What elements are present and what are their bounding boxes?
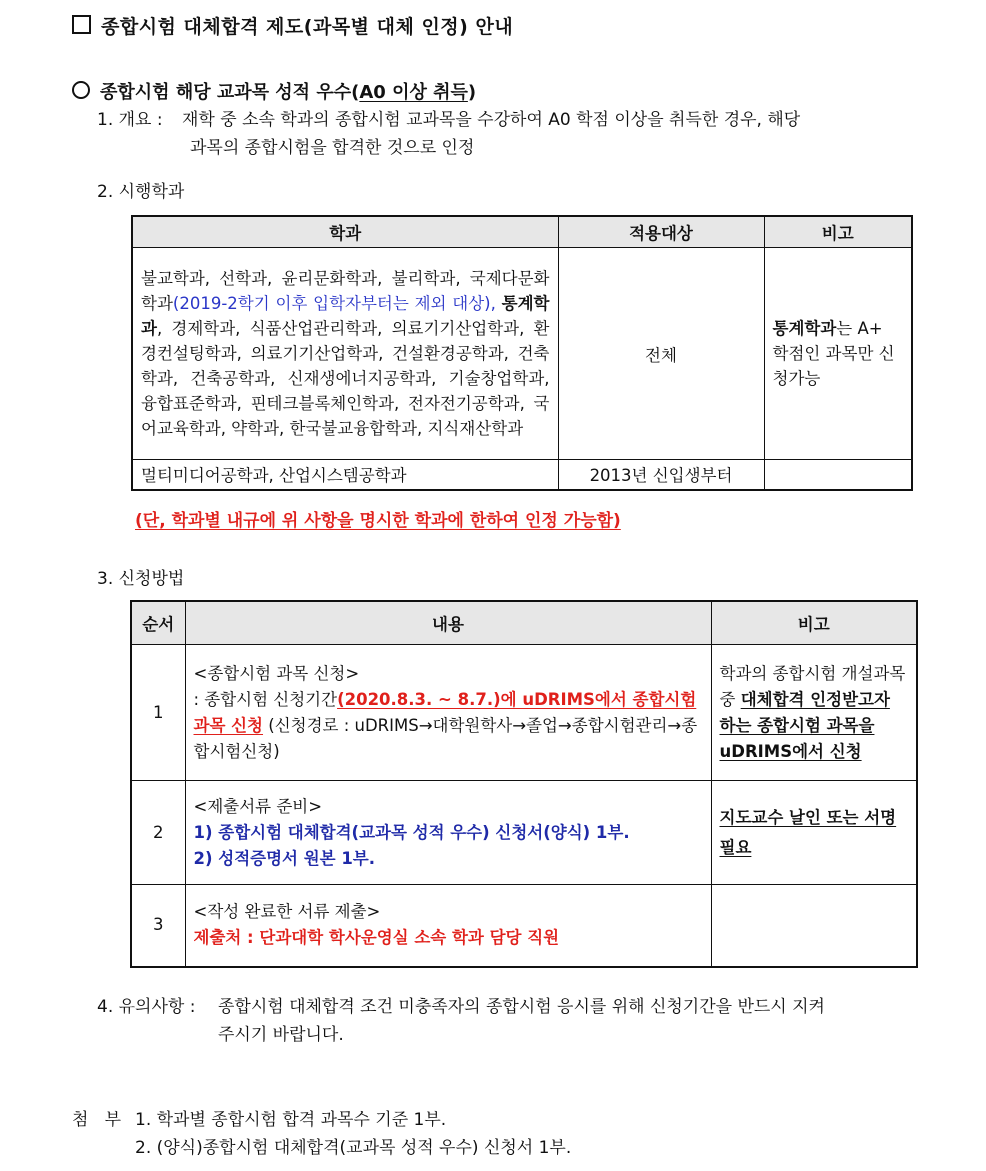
page-title: 종합시험 대체합격 제도(과목별 대체 인정) 안내	[72, 12, 513, 39]
col-header-target: 적용대상	[558, 216, 764, 248]
note-cell	[764, 460, 912, 490]
col-header-note: 비고	[711, 601, 917, 645]
departments-label: 2. 시행학과	[97, 182, 185, 202]
overview-label: 1. 개요 :	[97, 110, 163, 130]
method-label: 3. 신청방법	[97, 569, 185, 589]
target-cell: 2013년 신입생부터	[558, 460, 764, 490]
step-number: 1	[131, 645, 185, 781]
caution-line1: 종합시험 대체합격 조건 미충족자의 종합시험 응시를 위해 신청기간을 반드시 지켜	[218, 997, 825, 1017]
dept-list-cell: 불교학과, 선학과, 윤리문화학과, 불리학과, 국제다문화학과(2019-2학기 이후 입학자부터는 제외 대상), 통계학과, 경제학과, 식품산업관리학과, 의료기기산업학과, 환경컨설팅학과, 의료기기산업학과, 건설환경공학과, 건축학과, 건축공학과, 신재생에너지공학과, 기술창업학과, 융합표준학과, 핀테크블록체인학과, 전자전기공학과, 국어교육학과, 약학과, 한국불교융합학과, 지식재산학과	[132, 248, 558, 460]
step-note: 학과의 종합시험 개설과목 중 대체합격 인정받고자 하는 종합시험 과목을 uDRIMS에서 신청	[711, 645, 917, 781]
step-content: <제출서류 준비> 1) 종합시험 대체합격(교과목 성적 우수) 신청서(양식) 1부. 2) 성적증명서 원본 1부.	[185, 781, 711, 885]
overview-line1: 재학 중 소속 학과의 종합시험 교과목을 수강하여 A0 학점 이상을 취득한 경우, 해당	[182, 110, 801, 130]
col-header-content: 내용	[185, 601, 711, 645]
circle-bullet-icon	[72, 81, 90, 99]
caution-label: 4. 유의사항 :	[97, 997, 196, 1017]
col-header-dept: 학과	[132, 216, 558, 248]
departments-note: (단, 학과별 내규에 위 사항을 명시한 학과에 한하여 인정 가능함)	[135, 511, 621, 531]
step-content: <종합시험 과목 신청> : 종합시험 신청기간(2020.8.3. ~ 8.7.)에 uDRIMS에서 종합시험 과목 신청 (신청경로 : uDRIMS→대학원학사→졸업→종합시험관리→종합시험신청)	[185, 645, 711, 781]
step-note	[711, 885, 917, 967]
step-number: 3	[131, 885, 185, 967]
step-content: <작성 완료한 서류 제출> 제출처 : 단과대학 학사운영실 소속 학과 담당 직원	[185, 885, 711, 967]
overview-line2: 과목의 종합시험을 합격한 것으로 인정	[190, 138, 475, 158]
attachment-item: 1. 학과별 종합시험 합격 과목수 기준 1부.	[135, 1110, 447, 1130]
attachments-label: 첨 부	[72, 1110, 122, 1130]
departments-table	[131, 215, 913, 491]
method-table	[130, 600, 918, 968]
target-cell: 전체	[558, 248, 764, 460]
checkbox-square-icon	[72, 15, 91, 34]
col-header-order: 순서	[131, 601, 185, 645]
step-number: 2	[131, 781, 185, 885]
caution-line2: 주시기 바랍니다.	[218, 1025, 344, 1045]
step-note: 지도교수 날인 또는 서명 필요	[711, 781, 917, 885]
section-heading: 종합시험 해당 교과목 성적 우수(A0 이상 취득)	[72, 78, 476, 104]
dept-list-cell: 멀티미디어공학과, 산업시스템공학과	[132, 460, 558, 490]
note-cell: 통계학과는 A+ 학점인 과목만 신청가능	[764, 248, 912, 460]
col-header-note: 비고	[764, 216, 912, 248]
attachment-item: 2. (양식)종합시험 대체합격(교과목 성적 우수) 신청서 1부.	[135, 1138, 572, 1158]
